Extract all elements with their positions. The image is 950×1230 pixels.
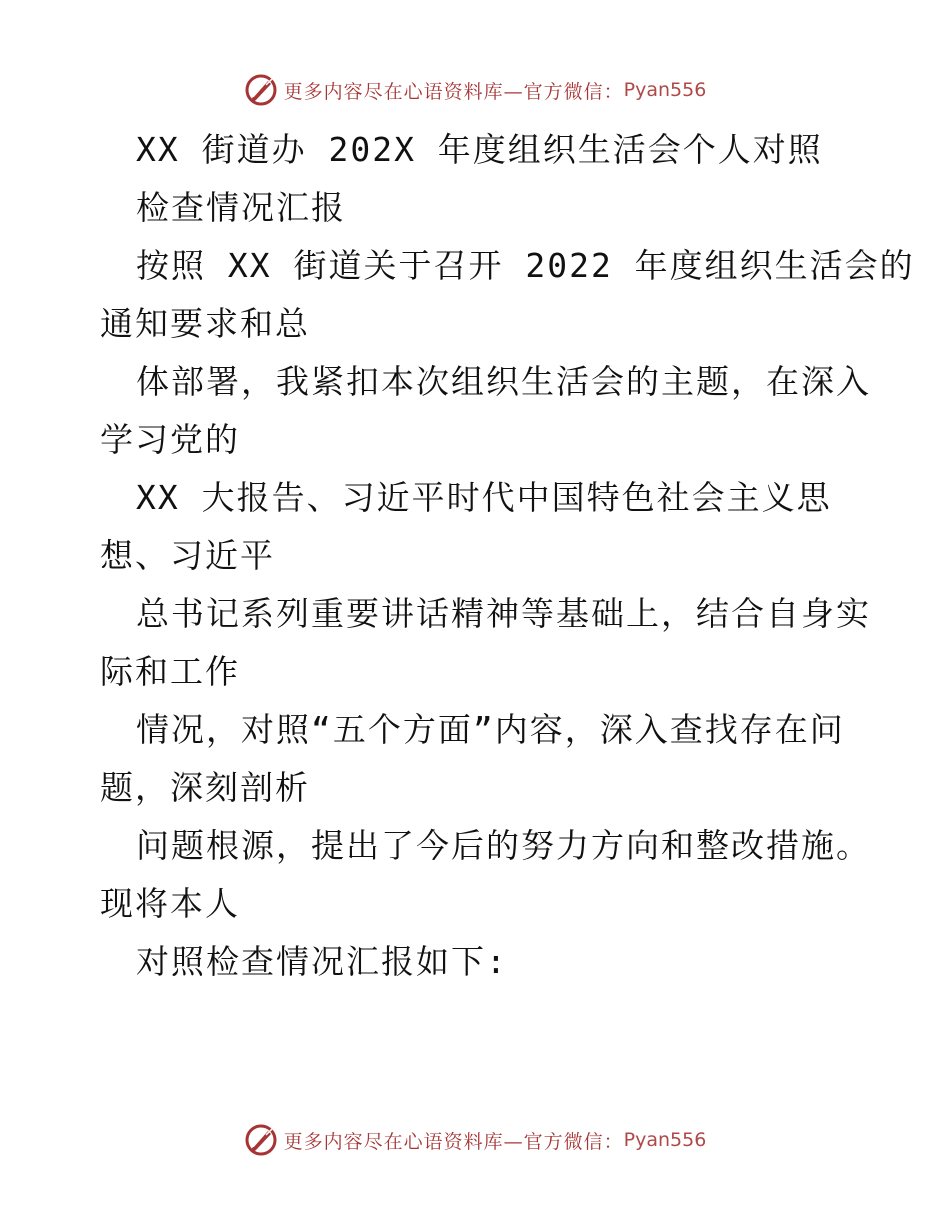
doc-paragraph-line: 学习党的 [100, 420, 240, 459]
doc-paragraph-line: XX 大报告、习近平时代中国特色社会主义思 [136, 478, 832, 517]
footer-banner-wechat-id: Pyan556 [623, 1129, 707, 1151]
doc-title-line-2: 检查情况汇报 [136, 188, 346, 227]
doc-paragraph-line: 总书记系列重要讲话精神等基础上，结合自身实 [136, 594, 871, 633]
doc-paragraph-line: 通知要求和总 [100, 304, 310, 343]
footer-banner-text: 更多内容尽在心语资料库—官方微信： [283, 1130, 624, 1153]
quill-pen-circle-logo-icon [244, 73, 278, 107]
footer-banner [0, 1120, 950, 1160]
doc-paragraph-line: 现将本人 [100, 884, 240, 923]
header-banner-text: 更多内容尽在心语资料库—官方微信： [283, 80, 624, 103]
doc-title-line-1: XX 街道办 202X 年度组织生活会个人对照 [136, 130, 823, 169]
doc-paragraph-line: 际和工作 [100, 652, 240, 691]
header-banner [0, 70, 950, 110]
doc-paragraph-line: 对照检查情况汇报如下: [136, 942, 508, 981]
doc-paragraph-line: 问题根源，提出了今后的努力方向和整改措施。 [136, 826, 871, 865]
doc-paragraph-line: 情况，对照“五个方面”内容，深入查找存在问 [136, 710, 845, 749]
document-body [100, 121, 915, 991]
doc-paragraph-line: 想、习近平 [100, 536, 275, 575]
doc-paragraph-line: 体部署，我紧扣本次组织生活会的主题，在深入 [136, 362, 871, 401]
quill-pen-circle-logo-icon [244, 1123, 278, 1157]
doc-paragraph-line: 按照 XX 街道关于召开 2022 年度组织生活会的 [136, 246, 915, 285]
doc-paragraph-line: 题，深刻剖析 [100, 768, 310, 807]
header-banner-wechat-id: Pyan556 [623, 79, 707, 101]
